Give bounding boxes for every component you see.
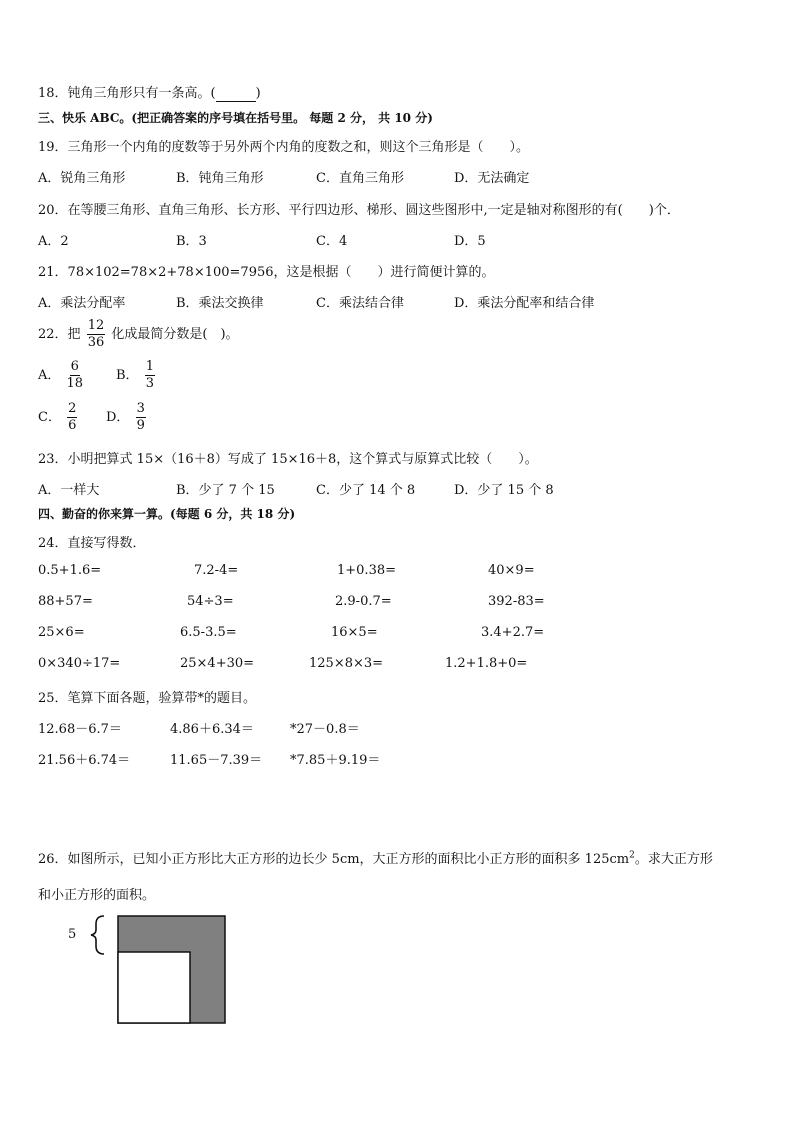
q26-superscript: 2	[629, 850, 635, 861]
q24-item: 16×5=	[331, 625, 378, 640]
q26-text-end: 。求大正方形	[634, 852, 713, 867]
q24-item: 2.9-0.7=	[335, 594, 392, 609]
q22-option-d	[106, 401, 148, 434]
q24-item: 1+0.38=	[337, 563, 397, 578]
q18-close: )	[255, 86, 261, 101]
fraction-numerator: 1	[145, 359, 154, 374]
option-label: C．	[38, 410, 61, 425]
q24-item: 40×9=	[488, 563, 535, 578]
q24-item: 1.2+1.8+0=	[445, 656, 528, 671]
option-fraction	[136, 401, 146, 434]
question-21-stem: 21．78×102=78×2+78×100=7956，这是根据（ ）进行简便计算的。	[38, 265, 495, 280]
q25-item: 21.56＋6.74＝	[38, 753, 131, 768]
q19-option-d: D．无法确定	[454, 171, 530, 186]
q22-prefix: 22．把	[38, 327, 81, 342]
q25-item: 12.68－6.7＝	[38, 722, 122, 737]
fraction-denominator: 18	[66, 376, 84, 391]
q21-option-c: C．乘法结合律	[316, 296, 404, 311]
q21-option-d: D．乘法分配率和结合律	[454, 296, 595, 311]
q24-item: 88+57=	[38, 594, 93, 609]
q18-text: 18．钝角三角形只有一条高。(	[38, 86, 216, 101]
fraction-denominator: 3	[145, 376, 154, 391]
q19-option-b: B．钝角三角形	[176, 171, 264, 186]
q22-suffix: 化成最简分数是( )。	[111, 327, 239, 342]
q24-item: 125×8×3=	[309, 656, 384, 671]
fraction-numerator: 2	[68, 401, 77, 416]
q26-text: 26．如图所示，已知小正方形比大正方形的边长少 5cm，大正方形的面积比小正方形的面积多 125cm	[38, 852, 630, 867]
section-3-header: 三、快乐 ABC。(把正确答案的序号填在括号里。 每题 2 分， 共 10 分)	[38, 111, 433, 125]
q24-item: 3.4+2.7=	[481, 625, 545, 640]
q20-option-b: B．3	[176, 234, 207, 249]
q24-item: 54÷3=	[187, 594, 234, 609]
q20-option-a: A．2	[38, 234, 69, 249]
q24-item: 7.2-4=	[194, 563, 239, 578]
q22-option-c	[38, 401, 79, 434]
q21-option-a: A．乘法分配率	[38, 296, 126, 311]
square-figure	[80, 912, 230, 1027]
option-fraction	[145, 359, 155, 392]
question-25-stem: 25．笔算下面各题，验算带*的题目。	[38, 691, 257, 706]
answer-blank[interactable]	[216, 86, 256, 102]
question-19-stem: 19．三角形一个内角的度数等于另外两个内角的度数之和，则这个三角形是（ ）。	[38, 140, 530, 155]
q24-item: 25×4+30=	[180, 656, 255, 671]
q25-item: 11.65－7.39＝	[170, 753, 263, 768]
question-26-line2: 和小正方形的面积。	[38, 888, 156, 903]
q24-item: 0.5+1.6=	[38, 563, 102, 578]
fraction-numerator: 3	[136, 401, 145, 416]
q19-option-c: C．直角三角形	[316, 171, 404, 186]
q24-item: 392-83=	[488, 594, 545, 609]
q19-option-a: A．锐角三角形	[38, 171, 126, 186]
question-20-stem: 20．在等腰三角形、直角三角形、长方形、平行四边形、梯形、圆这些图形中,一定是轴对称图形的有( )个．	[38, 203, 680, 218]
q25-item: *7.85＋9.19＝	[290, 753, 381, 768]
q23-option-d: D．少了 15 个 8	[454, 483, 554, 498]
question-23-stem: 23．小明把算式 15×（16＋8）写成了 15×16＋8，这个算式与原算式比较（ ）。	[38, 452, 538, 467]
q25-item: 4.86＋6.34＝	[170, 722, 254, 737]
q20-option-d: D．5	[454, 234, 486, 249]
option-label: B．	[116, 368, 139, 383]
q20-option-c: C．4	[316, 234, 348, 249]
fraction-denominator: 9	[136, 418, 145, 433]
option-fraction	[67, 359, 84, 392]
question-22-stem	[38, 318, 239, 351]
q22-option-a	[38, 359, 85, 392]
q21-option-b: B．乘法交换律	[176, 296, 264, 311]
option-fraction	[67, 401, 77, 434]
question-24-stem: 24．直接写得数．	[38, 536, 146, 551]
figure-label-5: 5	[68, 927, 77, 942]
q23-option-a: A．一样大	[38, 483, 100, 498]
fraction-denominator: 6	[68, 418, 77, 433]
small-square	[118, 952, 190, 1023]
section-4-header: 四、勤奋的你来算一算。(每题 6 分，共 18 分)	[38, 507, 296, 521]
q25-item: *27－0.8＝	[290, 722, 360, 737]
option-label: A．	[38, 368, 61, 383]
fraction-numerator: 12	[87, 318, 105, 333]
q24-item: 6.5-3.5=	[180, 625, 237, 640]
q22-fraction	[87, 318, 106, 351]
q24-item: 0×340÷17=	[38, 656, 121, 671]
question-26-line1	[38, 848, 713, 867]
option-label: D．	[106, 410, 130, 425]
fraction-numerator: 6	[70, 359, 79, 374]
brace	[91, 916, 104, 954]
q23-option-c: C．少了 14 个 8	[316, 483, 416, 498]
q22-option-b	[116, 359, 157, 392]
q24-item: 25×6=	[38, 625, 85, 640]
fraction-denominator: 36	[87, 335, 105, 350]
question-18	[38, 82, 261, 102]
q23-option-b: B．少了 7 个 15	[176, 483, 275, 498]
